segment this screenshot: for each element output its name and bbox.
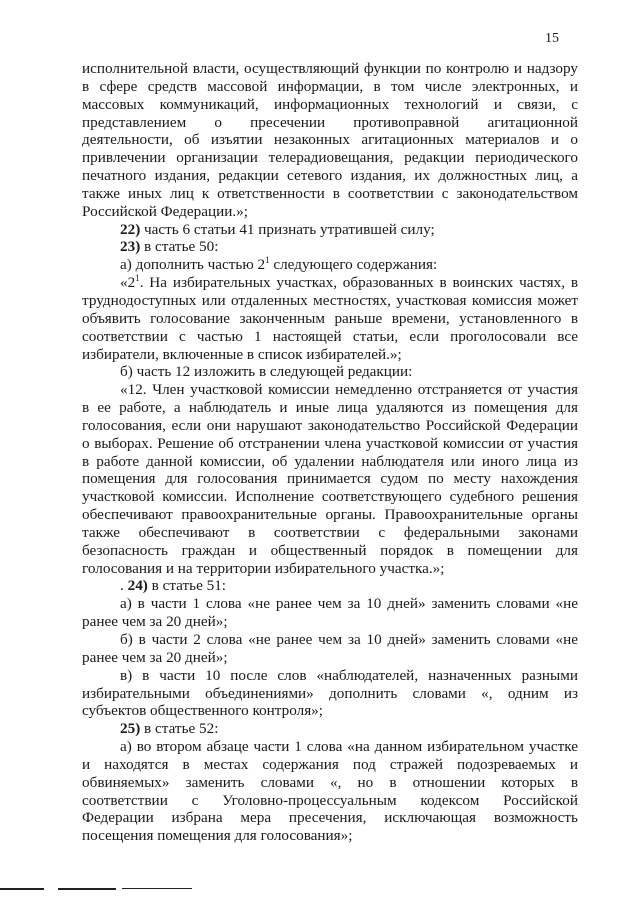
- line-text: массовых коммуникаций, информационных технологий и связи, с: [82, 95, 578, 113]
- text-line: [82, 60, 578, 78]
- text-line: [82, 560, 578, 578]
- line-text: в ее работе, а наблюдатель и иные лица удаляются из помещения для: [82, 399, 578, 417]
- footer-rule-left: [0, 888, 44, 890]
- text-line: [82, 792, 578, 810]
- line-text: а) дополнить частью 2: [120, 256, 266, 274]
- text-line: [82, 238, 578, 256]
- line-text: а) во втором абзаце части 1 слова «на данном избирательном участке: [120, 738, 578, 756]
- superscript: 1: [135, 273, 140, 284]
- text-line: [82, 381, 578, 399]
- line-text: соответствии с частью 1 настоящей статьи, если проголосовали все: [82, 327, 578, 345]
- text-line: [82, 149, 578, 167]
- line-text: в) в части 10 после слов «наблюдателей, назначенных разными: [120, 666, 578, 684]
- line-text: привлечении организации телерадиовещания, редакции периодического: [82, 149, 578, 167]
- text-line: [82, 667, 578, 685]
- line-text: представлением о пресечении противоправной агитационной: [82, 113, 578, 131]
- text-line: [82, 738, 578, 756]
- line-text: также иных лиц к ответственности в соответствии с законодательством: [82, 184, 578, 202]
- text-line: [82, 774, 578, 792]
- line-text: б) часть 12 изложить в следующей редакции:: [120, 363, 413, 381]
- footer-rule-right: [122, 888, 192, 889]
- line-text-continued: следующего содержания:: [269, 256, 438, 274]
- line-text: деятельности, об изъятии незаконных агитационных материалов и о: [82, 131, 578, 149]
- item-number: 25): [120, 720, 141, 738]
- text-line: [82, 292, 578, 310]
- text-line: [82, 96, 578, 114]
- line-text-continued: . На избирательных участках, образованных в воинских частях, в: [139, 274, 578, 292]
- item-number: 22): [120, 220, 141, 238]
- text-line: [82, 78, 578, 96]
- text-line: [82, 488, 578, 506]
- line-text: часть 6 статьи 41 признать утратившей силу;: [140, 220, 435, 238]
- text-line: [82, 363, 578, 381]
- text-line: [82, 577, 578, 595]
- text-line: [82, 167, 578, 185]
- line-text: посещения помещения для голосования»;: [82, 827, 353, 845]
- line-text: голосования, если они нарушают законодательство Российской Федерации: [82, 416, 578, 434]
- line-text: безопасность граждан и общественный порядок в помещении для: [82, 541, 578, 559]
- text-line: [82, 613, 578, 631]
- text-line: [82, 542, 578, 560]
- text-line: [82, 524, 578, 542]
- line-text: ранее чем за 20 дней»;: [82, 648, 228, 666]
- line-text: «12. Член участковой комиссии немедленно отстраняется от участия: [120, 381, 578, 399]
- line-text: а) в части 1 слова «не ранее чем за 10 дней» заменить словами «не: [120, 595, 578, 613]
- text-line: [82, 453, 578, 471]
- line-prefix: .: [120, 577, 128, 595]
- item-number: 23): [120, 238, 141, 256]
- text-line: [82, 809, 578, 827]
- line-text: б) в части 2 слова «не ранее чем за 10 дней» заменить словами «не: [120, 631, 578, 648]
- text-line: [82, 631, 578, 649]
- text-line: [82, 649, 578, 667]
- text-line: [82, 435, 578, 453]
- footer-rule-middle: [58, 888, 116, 890]
- text-line: [82, 399, 578, 417]
- line-text: в работе данной комиссии, об удалении наблюдателя или иного лица из: [82, 452, 578, 470]
- line-text: исполнительной власти, осуществляющий функции по контролю и надзору: [82, 60, 578, 77]
- line-text: ранее чем за 20 дней»;: [82, 613, 228, 631]
- line-text: в статье 50:: [140, 238, 219, 256]
- line-text: соответствии с Уголовно-процессуальным кодексом Российской: [82, 791, 578, 809]
- text-line: [82, 720, 578, 738]
- text-line: [82, 470, 578, 488]
- line-text: голосования и на территории избирательного участка.»;: [82, 559, 445, 577]
- text-line: [82, 827, 578, 845]
- line-text: участковой комиссии. Исполнение соответствующего судебного решения: [82, 488, 578, 506]
- document-body: [82, 60, 578, 845]
- line-text: обеспечивают правоохранительные органы. Правоохранительные органы: [82, 506, 578, 524]
- line-text: в сфере средств массовой информации, в том числе электронных, и: [82, 77, 578, 95]
- line-text: помещения для голосования принимается судом по месту нахождения: [82, 470, 578, 488]
- page-number: 15: [545, 31, 559, 46]
- line-text: обвиняемых» заменить словами «, но в отношении которых в: [82, 773, 578, 791]
- line-text: объявить голосование законченным раньше времени, установленного в: [82, 309, 578, 327]
- line-text: Российской Федерации.»;: [82, 202, 248, 220]
- text-line: [82, 131, 578, 149]
- text-line: [82, 506, 578, 524]
- item-number: 24): [127, 577, 148, 595]
- text-line: [82, 185, 578, 203]
- text-line: [82, 328, 578, 346]
- text-line: [82, 702, 578, 720]
- text-line: [82, 221, 578, 239]
- line-text: и находятся в местах содержания под стражей подозреваемых и: [82, 755, 578, 773]
- text-line: [82, 114, 578, 132]
- line-text: избирательными объединениями» дополнить словами «, одним из: [82, 684, 578, 702]
- line-text: печатного издания, редакции сетевого издания, их должностных лиц, а: [82, 167, 578, 185]
- text-line: [82, 310, 578, 328]
- line-text: субъектов общественного контроля»;: [82, 702, 323, 720]
- text-line: [82, 274, 578, 292]
- text-line: [82, 346, 578, 364]
- line-text: о выборах. Решение об отстранении члена участковой комиссии от участия: [82, 434, 578, 452]
- superscript: 1: [265, 255, 270, 266]
- line-text: «2: [120, 274, 136, 292]
- text-line: [82, 417, 578, 435]
- text-line: [82, 256, 578, 274]
- text-line: [82, 756, 578, 774]
- text-line: [82, 203, 578, 221]
- text-line: [82, 685, 578, 703]
- line-text: труднодоступных или отдаленных местностях, участковая комиссия может: [82, 291, 578, 309]
- line-text: также обеспечивают в соответствии с федеральными законами: [82, 523, 578, 541]
- line-text: в статье 52:: [140, 720, 219, 738]
- line-text: Федерации избрана мера пресечения, исключающая возможность: [82, 809, 578, 827]
- text-line: [82, 595, 578, 613]
- line-text: избиратели, включенные в список избирателей.»;: [82, 345, 402, 363]
- line-text: в статье 51:: [147, 577, 227, 595]
